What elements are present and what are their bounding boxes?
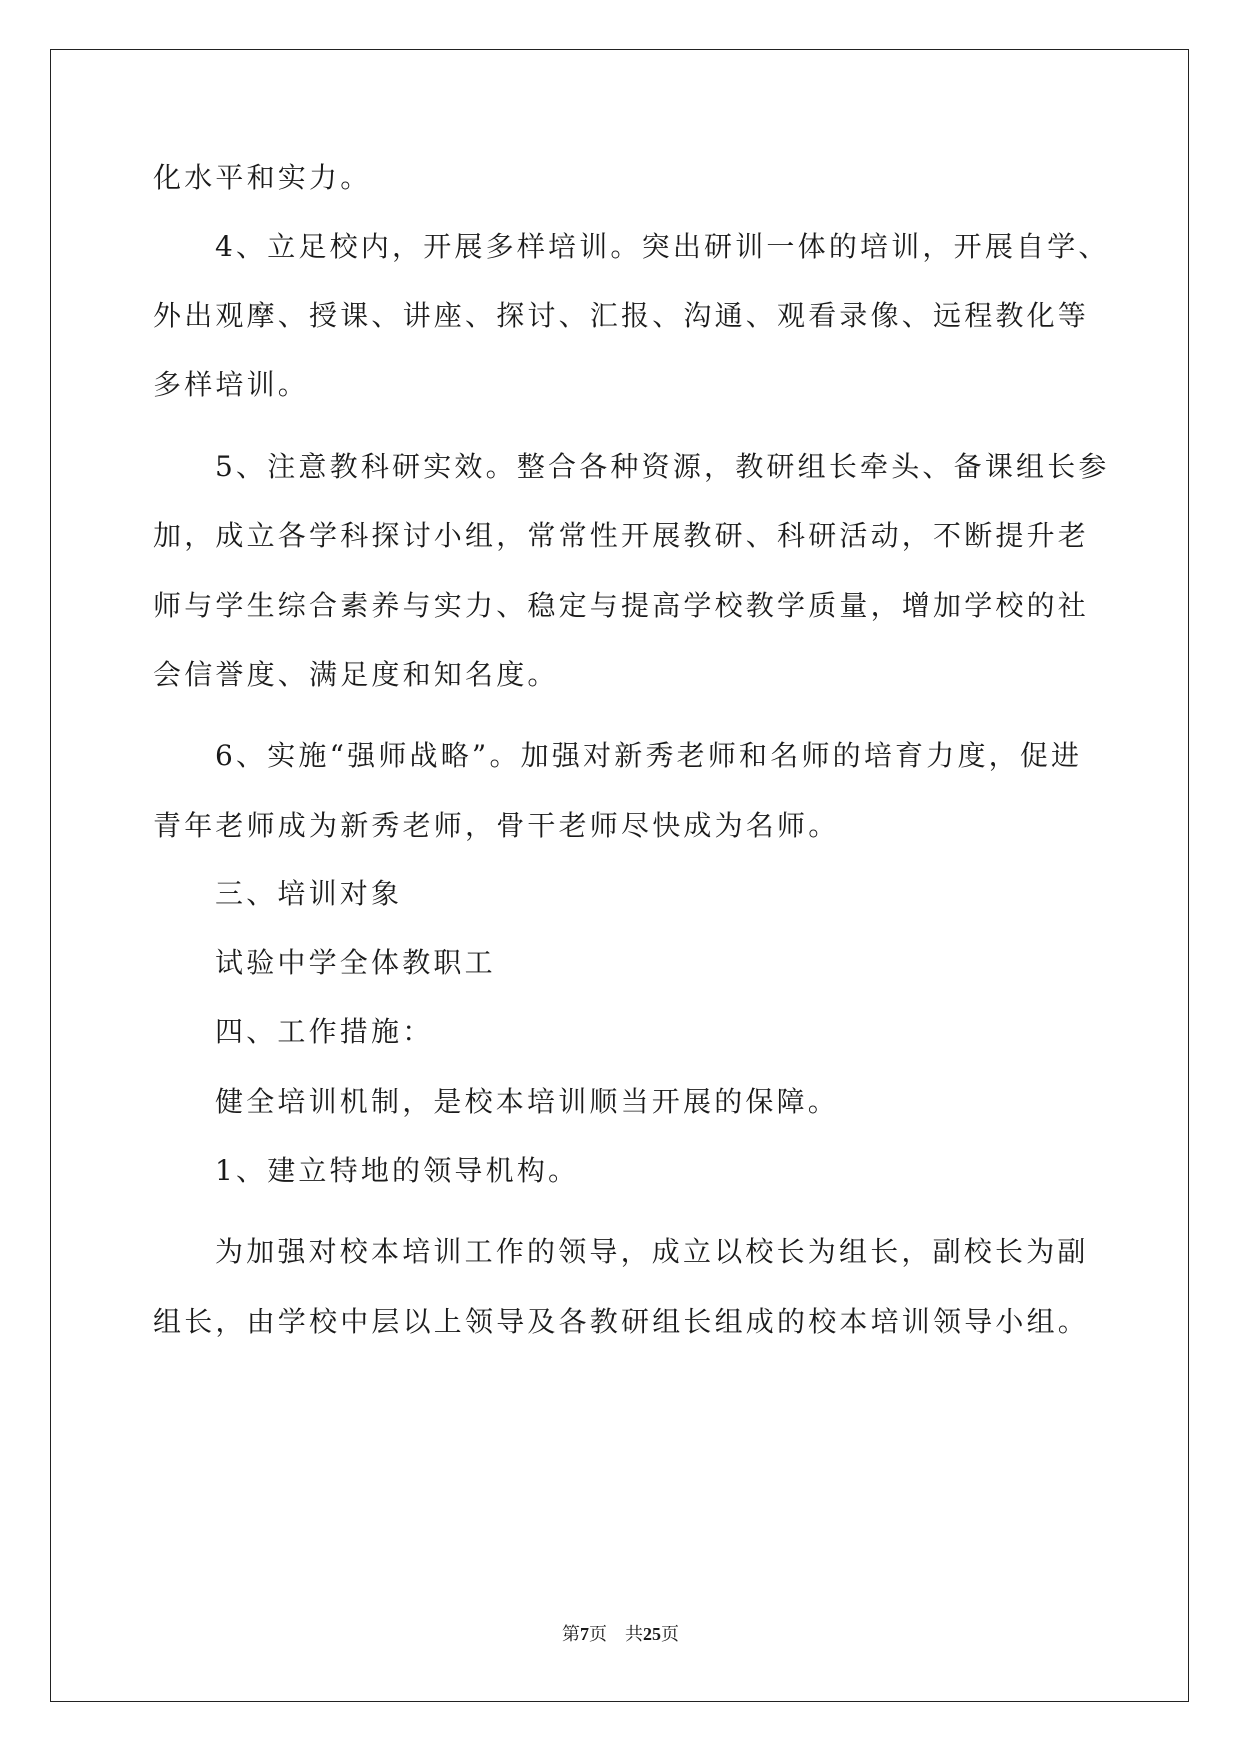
text-line: 健全培训机制，是校本培训顺当开展的保障。 — [215, 1085, 840, 1118]
footer-total-prefix: 共 — [625, 1624, 643, 1644]
total-pages-number: 25 — [643, 1624, 661, 1644]
text-line: 6、实施“强师战略”。加强对新秀老师和名师的培育力度，促进 — [215, 739, 1083, 772]
text-line: 组长，由学校中层以上领导及各教研组长组成的校本培训领导小组。 — [153, 1305, 1090, 1338]
text-line: 师与学生综合素养与实力、稳定与提高学校教学质量，增加学校的社 — [153, 589, 1090, 622]
footer-prefix: 第 — [562, 1624, 580, 1644]
section-heading: 四、工作措施： — [215, 1015, 434, 1048]
text-line: 为加强对校本培训工作的领导，成立以校长为组长，副校长为副 — [215, 1235, 1089, 1268]
text-line: 加，成立各学科探讨小组，常常性开展教研、科研活动，不断提升老 — [153, 519, 1090, 552]
text-line: 4、立足校内，开展多样培训。突出研训一体的培训，开展自学、 — [215, 230, 1110, 263]
text-line: 化水平和实力。 — [153, 161, 372, 194]
text-line: 外出观摩、授课、讲座、探讨、汇报、沟通、观看录像、远程教化等 — [153, 299, 1090, 332]
footer-page-label: 页 — [589, 1624, 607, 1644]
page-footer — [0, 1622, 1241, 1646]
text-line: 多样培训。 — [153, 368, 310, 401]
text-line: 青年老师成为新秀老师，骨干老师尽快成为名师。 — [153, 809, 840, 842]
text-line: 1、建立特地的领导机构。 — [215, 1154, 580, 1187]
text-line: 试验中学全体教职工 — [215, 946, 496, 979]
footer-total-label: 页 — [661, 1624, 679, 1644]
text-line: 5、注意教科研实效。整合各种资源，教研组长牵头、备课组长参 — [215, 450, 1110, 483]
section-heading: 三、培训对象 — [215, 877, 403, 910]
current-page-number: 7 — [580, 1624, 589, 1644]
text-line: 会信誉度、满足度和知名度。 — [153, 658, 559, 691]
